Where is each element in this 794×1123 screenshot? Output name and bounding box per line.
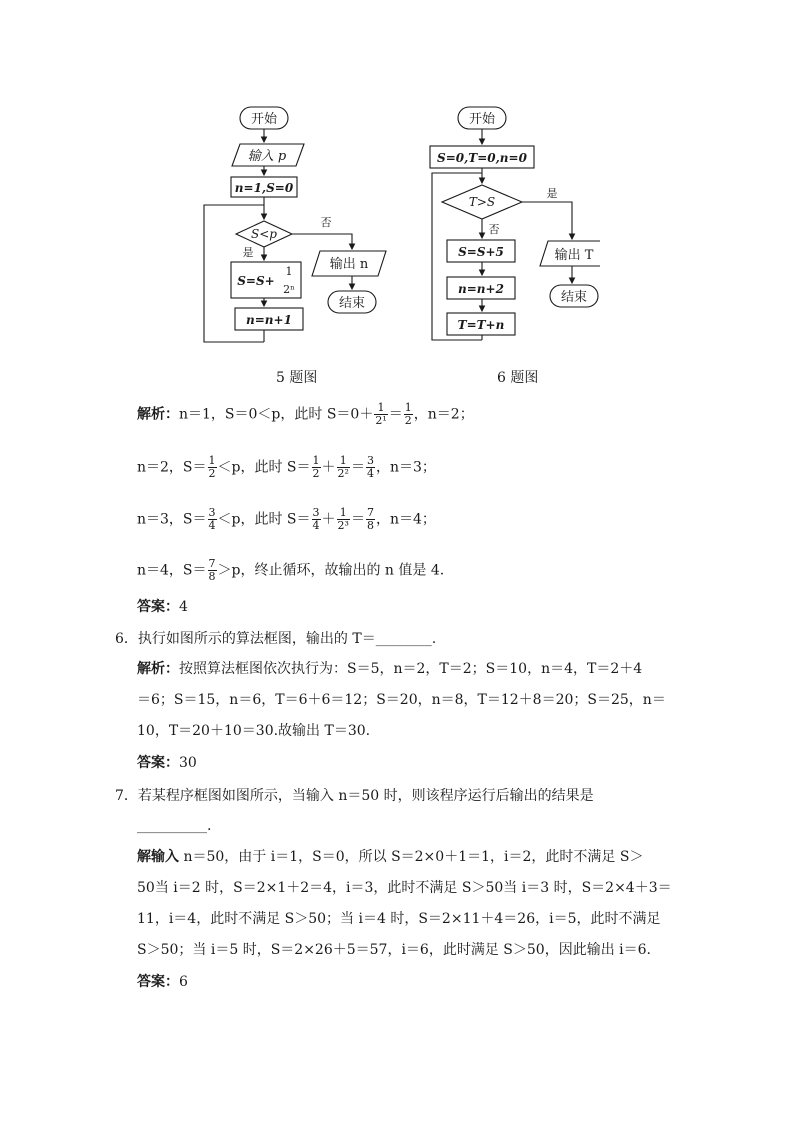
q5-answer-value: 4	[179, 599, 188, 615]
figure5-end-text: 结束	[338, 296, 366, 311]
q5-analysis-line-2	[137, 455, 436, 480]
q5-l2-mid: ＜p，此时 S＝	[217, 459, 311, 476]
figure5-no-text: 否	[320, 216, 332, 229]
q6-answer-value: 30	[179, 755, 197, 771]
q5-l1-eq: ＝	[388, 406, 403, 423]
figure5-output-text: 输出 n	[329, 257, 369, 272]
q5-l3-eq: ＝	[350, 511, 365, 528]
q5-l3-mid: ＜p，此时 S＝	[217, 511, 311, 528]
q7-a1: n＝50，由于 i＝1，S＝0，所以 S＝2×0＋1＝1，i＝2，此时不满足 S＞	[179, 849, 644, 865]
q5-analysis-label: 解析：	[137, 406, 179, 423]
q6-answer-label: 答案：	[137, 755, 179, 771]
figure6-caption: 6 题图	[497, 370, 539, 386]
q5-l4-text: n＝4，S＝	[137, 562, 207, 579]
q5-l1-text: n＝1，S＝0＜p，此时 S＝0＋	[179, 406, 374, 423]
figure6-init-text: S=0,T=0,n=0	[437, 151, 527, 165]
q6-analysis-label: 解析：	[137, 661, 179, 677]
figure6-end-text: 结束	[560, 290, 588, 305]
q5-answer-label: 答案：	[137, 599, 179, 615]
flowcharts	[200, 100, 600, 350]
fraction: $\frac{1}{\text{2²}}$	[337, 454, 349, 480]
figure5-input-text: 输入 p	[247, 149, 287, 164]
q7-blank: __________.	[137, 818, 212, 834]
q7-analysis-line-2: 50当 i＝2 时，S＝2×1＋2＝4，i＝3，此时不满足 S＞50当 i＝3 时，S＝2×4＋3＝	[137, 880, 672, 896]
q7-question: 7．若某程序框图如图所示，当输入 n＝50 时，则该程序运行后输出的结果是	[115, 788, 594, 804]
fraction: $\frac{1}{\text{2¹}}$	[375, 401, 387, 427]
q5-l1-tail: ，n＝2；	[413, 406, 474, 423]
q7-analysis-line-1	[137, 847, 643, 867]
q5-l3-tail: ，n＝4；	[375, 511, 436, 528]
q5-l2-tail: ，n＝3；	[375, 459, 436, 476]
q6-analysis-line-2: ＝6；S＝15，n＝6，T＝6＋6＝12；S＝20，n＝8，T＝12＋8＝20；S＝25，n＝	[137, 692, 666, 708]
q6-a1: 按照算法框图依次执行为：S＝5，n＝2，T＝2；S＝10，n＝4，T＝2＋4	[179, 661, 643, 677]
fraction: $\frac{1}{2}$	[208, 454, 216, 480]
figure6-n-update-text: n=n+2	[458, 282, 504, 296]
figure5-inc-text: n=n+1	[246, 313, 292, 327]
q7-answer-value: 6	[179, 974, 188, 990]
q6-answer	[137, 753, 197, 773]
figure6-t-update-text: T=T+n	[457, 318, 505, 332]
fraction: $\frac{1}{2}$	[404, 401, 412, 427]
q7-analysis-label: 解输入	[137, 849, 179, 865]
q5-l3-plus: ＋	[321, 511, 336, 528]
figure6-s-update-text: S=S+5	[458, 245, 504, 259]
fraction: $\frac{7}{8}$	[366, 506, 374, 532]
figure5-start-text: 开始	[250, 112, 278, 127]
fraction: $\frac{3}{4}$	[312, 506, 320, 532]
q6-analysis-line-1	[137, 659, 642, 679]
figure6-yes-text: 是	[546, 187, 558, 200]
q7-analysis-line-4: S＞50；当 i＝5 时，S＝2×26＋5＝57，i＝6，此时满足 S＞50，因此输出 i＝6.	[137, 942, 651, 958]
q5-analysis-line-1	[137, 402, 474, 427]
q5-l2-plus: ＋	[321, 459, 336, 476]
figure5-yes-text: 是	[242, 246, 254, 259]
figure5-assign-prefix: S=S+	[237, 274, 275, 288]
q5-analysis-line-3	[137, 507, 436, 532]
figure5-assign-num: 1	[285, 265, 293, 278]
q6-question: 6．执行如图所示的算法框图，输出的 T＝________.	[115, 631, 437, 647]
q5-answer	[137, 597, 188, 617]
q5-l3-text: n＝3，S＝	[137, 511, 207, 528]
figure6-output-text: 输出 T	[554, 248, 594, 263]
fraction: $\frac{7}{8}$	[208, 557, 216, 583]
q7-answer-label: 答案：	[137, 974, 179, 990]
q7-answer	[137, 972, 188, 992]
fraction: $\frac{1}{\text{2³}}$	[337, 506, 349, 532]
fraction: $\frac{1}{2}$	[312, 454, 320, 480]
figure5-cond-text: S<p	[251, 227, 277, 241]
q7-analysis-line-3: 11，i＝4，此时不满足 S＞50；当 i＝4 时，S＝2×11＋4＝26，i＝5，此时不满足	[137, 911, 661, 927]
figure5-assign-den: 2ⁿ	[283, 283, 295, 296]
figure5-caption: 5 题图	[276, 370, 318, 386]
q5-analysis-line-4	[137, 558, 444, 583]
figure6-no-text: 否	[488, 223, 500, 236]
fraction: $\frac{3}{4}$	[208, 506, 216, 532]
figure5-init-text: n=1,S=0	[234, 181, 294, 195]
figure6-start-text: 开始	[468, 112, 496, 127]
fraction: $\frac{3}{4}$	[366, 454, 374, 480]
q6-analysis-line-3: 10，T＝20＋10＝30.故输出 T＝30.	[137, 723, 371, 739]
q5-l4-tail: ＞p，终止循环，故输出的 n 值是 4.	[217, 562, 445, 579]
q5-l2-text: n＝2，S＝	[137, 459, 207, 476]
figure6-cond-text: T>S	[468, 195, 496, 209]
q5-l2-eq: ＝	[350, 459, 365, 476]
